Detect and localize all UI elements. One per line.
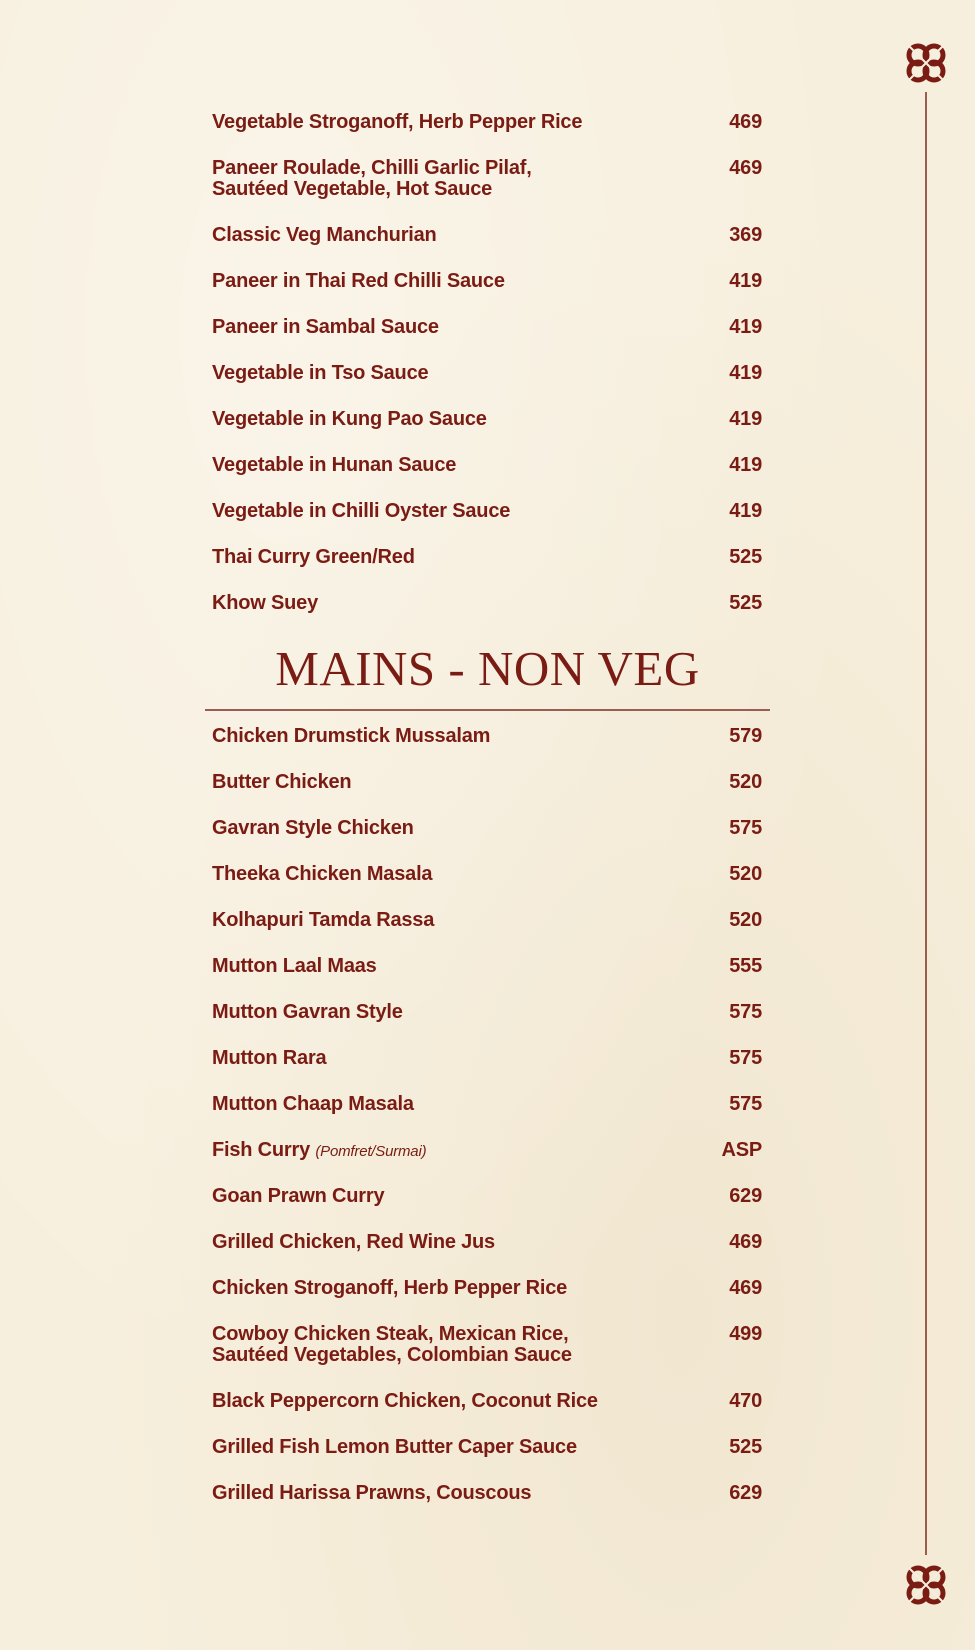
item-price: ASP: [721, 1139, 762, 1161]
item-name: Grilled Fish Lemon Butter Caper Sauce: [212, 1436, 577, 1458]
nonveg-items-list: [212, 726, 762, 1529]
item-name: Kolhapuri Tamda Rassa: [212, 909, 435, 931]
item-name: Cowboy Chicken Steak, Mexican Rice, Sautéed Vegetables, Colombian Sauce: [212, 1323, 572, 1366]
item-price: 629: [729, 1482, 762, 1504]
item-price: 419: [729, 408, 762, 430]
item-price: 525: [729, 546, 762, 568]
veg-items-list: [212, 112, 762, 639]
item-name: Vegetable in Tso Sauce: [212, 362, 429, 384]
item-price: 520: [729, 863, 762, 885]
item-name: Grilled Harissa Prawns, Couscous: [212, 1482, 532, 1504]
menu-item: [212, 547, 762, 593]
section-title: MAINS - NON VEG: [275, 641, 700, 696]
menu-item: [212, 956, 762, 1002]
menu-item: [212, 818, 762, 864]
item-name: Mutton Chaap Masala: [212, 1093, 414, 1115]
item-name: Vegetable in Kung Pao Sauce: [212, 408, 487, 430]
item-price: 470: [729, 1390, 762, 1412]
item-name: Vegetable Stroganoff, Herb Pepper Rice: [212, 111, 583, 133]
item-name: Gavran Style Chicken: [212, 817, 414, 839]
item-name: Paneer Roulade, Chilli Garlic Pilaf, Sautéed Vegetable, Hot Sauce: [212, 157, 532, 200]
item-price: 629: [729, 1185, 762, 1207]
menu-item: [212, 1437, 762, 1483]
item-price: 575: [729, 1047, 762, 1069]
item-price: 419: [729, 270, 762, 292]
menu-item: [212, 726, 762, 772]
menu-item: [212, 455, 762, 501]
menu-item: [212, 1324, 762, 1391]
item-name: Mutton Laal Maas: [212, 955, 377, 977]
item-name: Vegetable in Chilli Oyster Sauce: [212, 500, 511, 522]
item-price: 525: [729, 1436, 762, 1458]
item-name: Thai Curry Green/Red: [212, 546, 415, 568]
menu-item: [212, 1232, 762, 1278]
item-name: Khow Suey: [212, 592, 318, 614]
item-price: 419: [729, 316, 762, 338]
item-name: Grilled Chicken, Red Wine Jus: [212, 1231, 495, 1253]
item-name: Fish Curry (Pomfret/Surmai): [212, 1139, 427, 1161]
menu-item: [212, 1140, 762, 1186]
item-name: Chicken Stroganoff, Herb Pepper Rice: [212, 1277, 568, 1299]
menu-item: [212, 593, 762, 639]
item-name: Chicken Drumstick Mussalam: [212, 725, 491, 747]
menu-item: [212, 1278, 762, 1324]
item-price: 520: [729, 771, 762, 793]
item-name: Classic Veg Manchurian: [212, 224, 437, 246]
menu-item: [212, 1391, 762, 1437]
menu-item: [212, 317, 762, 363]
celtic-knot-icon: [903, 40, 949, 86]
menu-item: [212, 409, 762, 455]
item-price: 575: [729, 1093, 762, 1115]
item-price: 419: [729, 454, 762, 476]
item-price: 369: [729, 224, 762, 246]
item-price: 469: [729, 1231, 762, 1253]
item-price: 575: [729, 1001, 762, 1023]
menu-item: [212, 501, 762, 547]
celtic-knot-icon: [903, 1562, 949, 1608]
menu-item: [212, 158, 762, 225]
item-note: (Pomfret/Surmai): [315, 1143, 427, 1160]
item-name: Theeka Chicken Masala: [212, 863, 433, 885]
menu-item: [212, 910, 762, 956]
item-name: Black Peppercorn Chicken, Coconut Rice: [212, 1390, 598, 1412]
menu-item: [212, 864, 762, 910]
item-name: Paneer in Thai Red Chilli Sauce: [212, 270, 505, 292]
menu-item: [212, 1186, 762, 1232]
item-name: Mutton Rara: [212, 1047, 327, 1069]
item-name: Butter Chicken: [212, 771, 352, 793]
menu-item: [212, 271, 762, 317]
item-name: Paneer in Sambal Sauce: [212, 316, 439, 338]
item-price: 525: [729, 592, 762, 614]
item-price: 520: [729, 909, 762, 931]
item-price: 575: [729, 817, 762, 839]
menu-item: [212, 112, 762, 158]
item-price: 469: [729, 1277, 762, 1299]
item-price: 469: [729, 111, 762, 133]
item-name: Goan Prawn Curry: [212, 1185, 385, 1207]
section-divider: [205, 709, 770, 711]
item-price: 579: [729, 725, 762, 747]
menu-item: [212, 1094, 762, 1140]
menu-item: [212, 225, 762, 271]
menu-item: [212, 1048, 762, 1094]
vertical-divider: [925, 92, 927, 1555]
item-name: Vegetable in Hunan Sauce: [212, 454, 457, 476]
menu-item: [212, 1002, 762, 1048]
menu-item: [212, 772, 762, 818]
item-name: Mutton Gavran Style: [212, 1001, 403, 1023]
item-price: 419: [729, 362, 762, 384]
item-price: 499: [729, 1323, 762, 1345]
item-price: 555: [729, 955, 762, 977]
item-price: 469: [729, 157, 762, 179]
item-price: 419: [729, 500, 762, 522]
menu-item: [212, 1483, 762, 1529]
menu-item: [212, 363, 762, 409]
